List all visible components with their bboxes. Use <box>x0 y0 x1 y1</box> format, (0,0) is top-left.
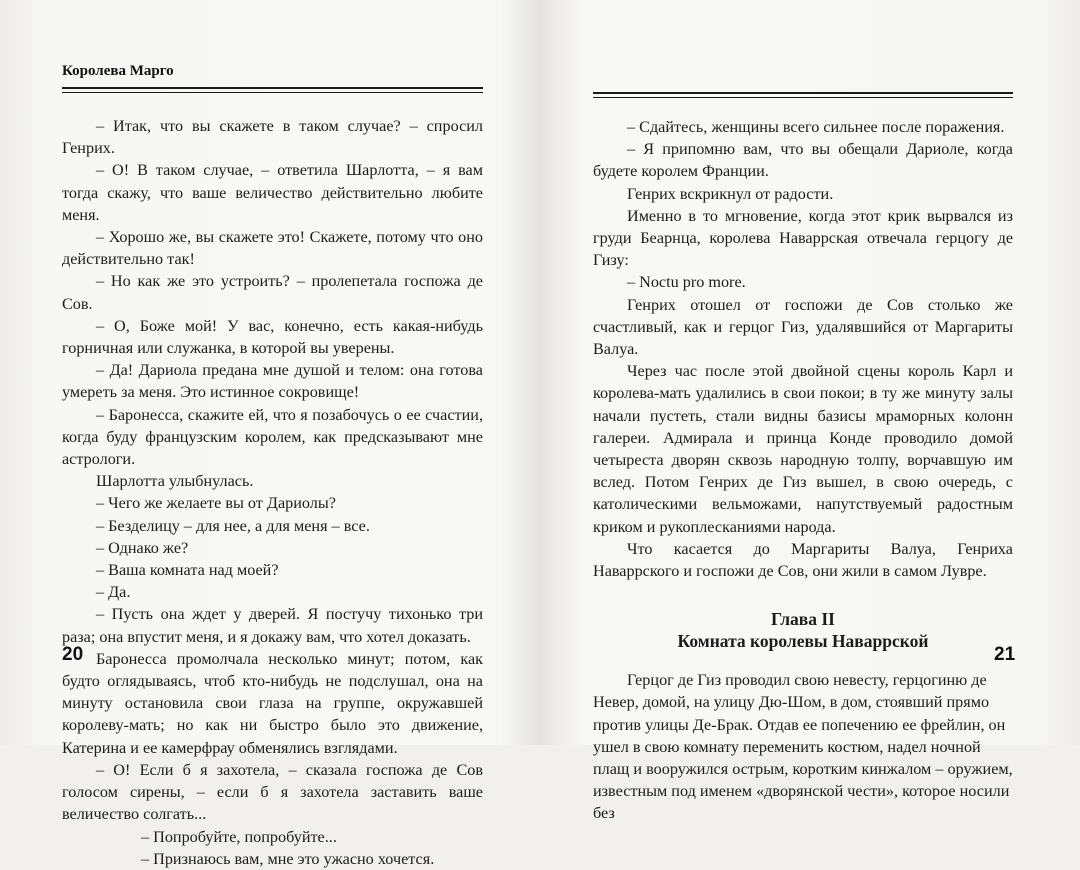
paragraph: Баронесса промолчала несколько минут; потом, как будто оглядываясь, чтоб кто-нибудь не подслушал, она на минуту остановила свои глаза на группе, окружавшей королеву-мать; но как ни быстро было это движение, Катерина и ее камерфрау обменялись взглядами. <box>62 649 483 757</box>
paragraph: – Пусть она ждет у дверей. Я постучу тихонько три раза; она впустит меня, и я докажу вам, что хотел доказать. <box>62 605 483 646</box>
header-rule-thin <box>62 92 483 93</box>
hanging-line: – Попробуйте, попробуйте... <box>141 827 337 846</box>
paragraph: Через час после этой двойной сцены король Карл и королева-мать удалились в свои покои; в ту же минуту залы начали пустеть, стали видны базисы мраморных колонн галереи. Адмирала и принца Конде проводило домой четыреста дворян сквозь народную толпу, ворчавшую им вслед. Потом Генрих де Гиз вышел, в свою очередь, с католическими вельможами, напутствуемый радостным криком и рукоплесканиями народа. <box>593 362 1013 536</box>
chapter-heading <box>593 608 1013 652</box>
paragraph: – О! Если б я захотела, – сказала госпожа де Сов голосом сирены, – если б я захотела заставить ваше величество солгать... <box>62 760 483 824</box>
paragraph: – О, Боже мой! У вас, конечно, есть какая-нибудь горничная или служанка, в которой вы уверены. <box>62 316 483 358</box>
paragraph: Именно в то мгновение, когда этот крик вырвался из груди Беарнца, королева Наваррская отвечала герцогу де Гизу: <box>593 206 1013 270</box>
paragraph: – Баронесса, скажите ей, что я позабочусь о ее счастии, когда буду французским королем, как предсказывают мне астрологи. <box>62 405 483 469</box>
page-number: 21 <box>994 644 1016 665</box>
paragraph: – Сдайтесь, женщины всего сильнее после поражения. <box>627 118 1005 136</box>
chapter-title: Комната королевы Наваррской <box>677 631 929 652</box>
paragraph: – Ваша комната над моей? <box>96 561 279 580</box>
paragraph: – Но как же это устроить? – пролепетала госпожа де Сов. <box>62 272 483 313</box>
hanging-line: – Признаюсь вам, мне это ужасно хочется. <box>141 849 435 868</box>
header-rule-thin <box>593 97 1013 98</box>
paragraph: Генрих вскрикнул от радости. <box>627 184 834 203</box>
left-page <box>0 0 540 868</box>
paragraph: – Noctu pro more. <box>627 273 746 292</box>
paragraph: Шарлотта улыбнулась. <box>96 472 254 491</box>
paragraph: Что касается до Маргариты Валуа, Генриха Наваррского и госпожи де Сов, они жили в самом Лувре. <box>593 539 1013 581</box>
right-page-text <box>593 116 1016 825</box>
paragraph: Генрих отошел от госпожи де Сов столько же счастливый, как и герцог Гиз, удалявшийся от Маргариты Валуа. <box>593 295 1013 359</box>
paragraph: – Да! Дариола предана мне душой и телом: она готова умереть за меня. Это истинное сокровище! <box>62 361 483 402</box>
paragraph: – Однако же? <box>96 538 189 557</box>
left-page-text <box>62 115 483 870</box>
page-number: 20 <box>62 644 84 665</box>
paragraph: – О! В таком случае, – ответила Шарлотта, – я вам тогда скажу, что ваше величество действительно любите меня. <box>62 161 483 224</box>
header-rule-thick <box>62 87 483 89</box>
paragraph: – Чего же желаете вы от Дариолы? <box>96 494 336 513</box>
paragraph: Герцог де Гиз проводил свою невесту, герцогиню де Невер, домой, на улицу Дю-Шом, в дом, стоявший прямо против улицы Де-Брак. Отдав ее попечению ее фрейлин, он ушел в свою комнату переменить костюм, надел ночной плащ и вооружился острым, коротким кинжалом – оружием, известным под именем «дворянской чести», которое носили без <box>593 671 1013 823</box>
paragraph: – Да. <box>96 583 131 602</box>
chapter-number: Глава II <box>771 609 835 630</box>
paragraph: – Безделицу – для нее, а для меня – все. <box>96 516 370 535</box>
header-rule-thick <box>593 92 1013 94</box>
right-page <box>540 0 1080 823</box>
running-head: Королева Марго <box>62 63 174 79</box>
paragraph: – Хорошо же, вы скажете это! Скажете, потому что оно действительно так! <box>62 228 483 269</box>
paragraph: – Я припомню вам, что вы обещали Дариоле, когда будете королем Франции. <box>593 140 1013 181</box>
paragraph: – Итак, что вы скажете в таком случае? – спросил Генрих. <box>62 117 483 158</box>
